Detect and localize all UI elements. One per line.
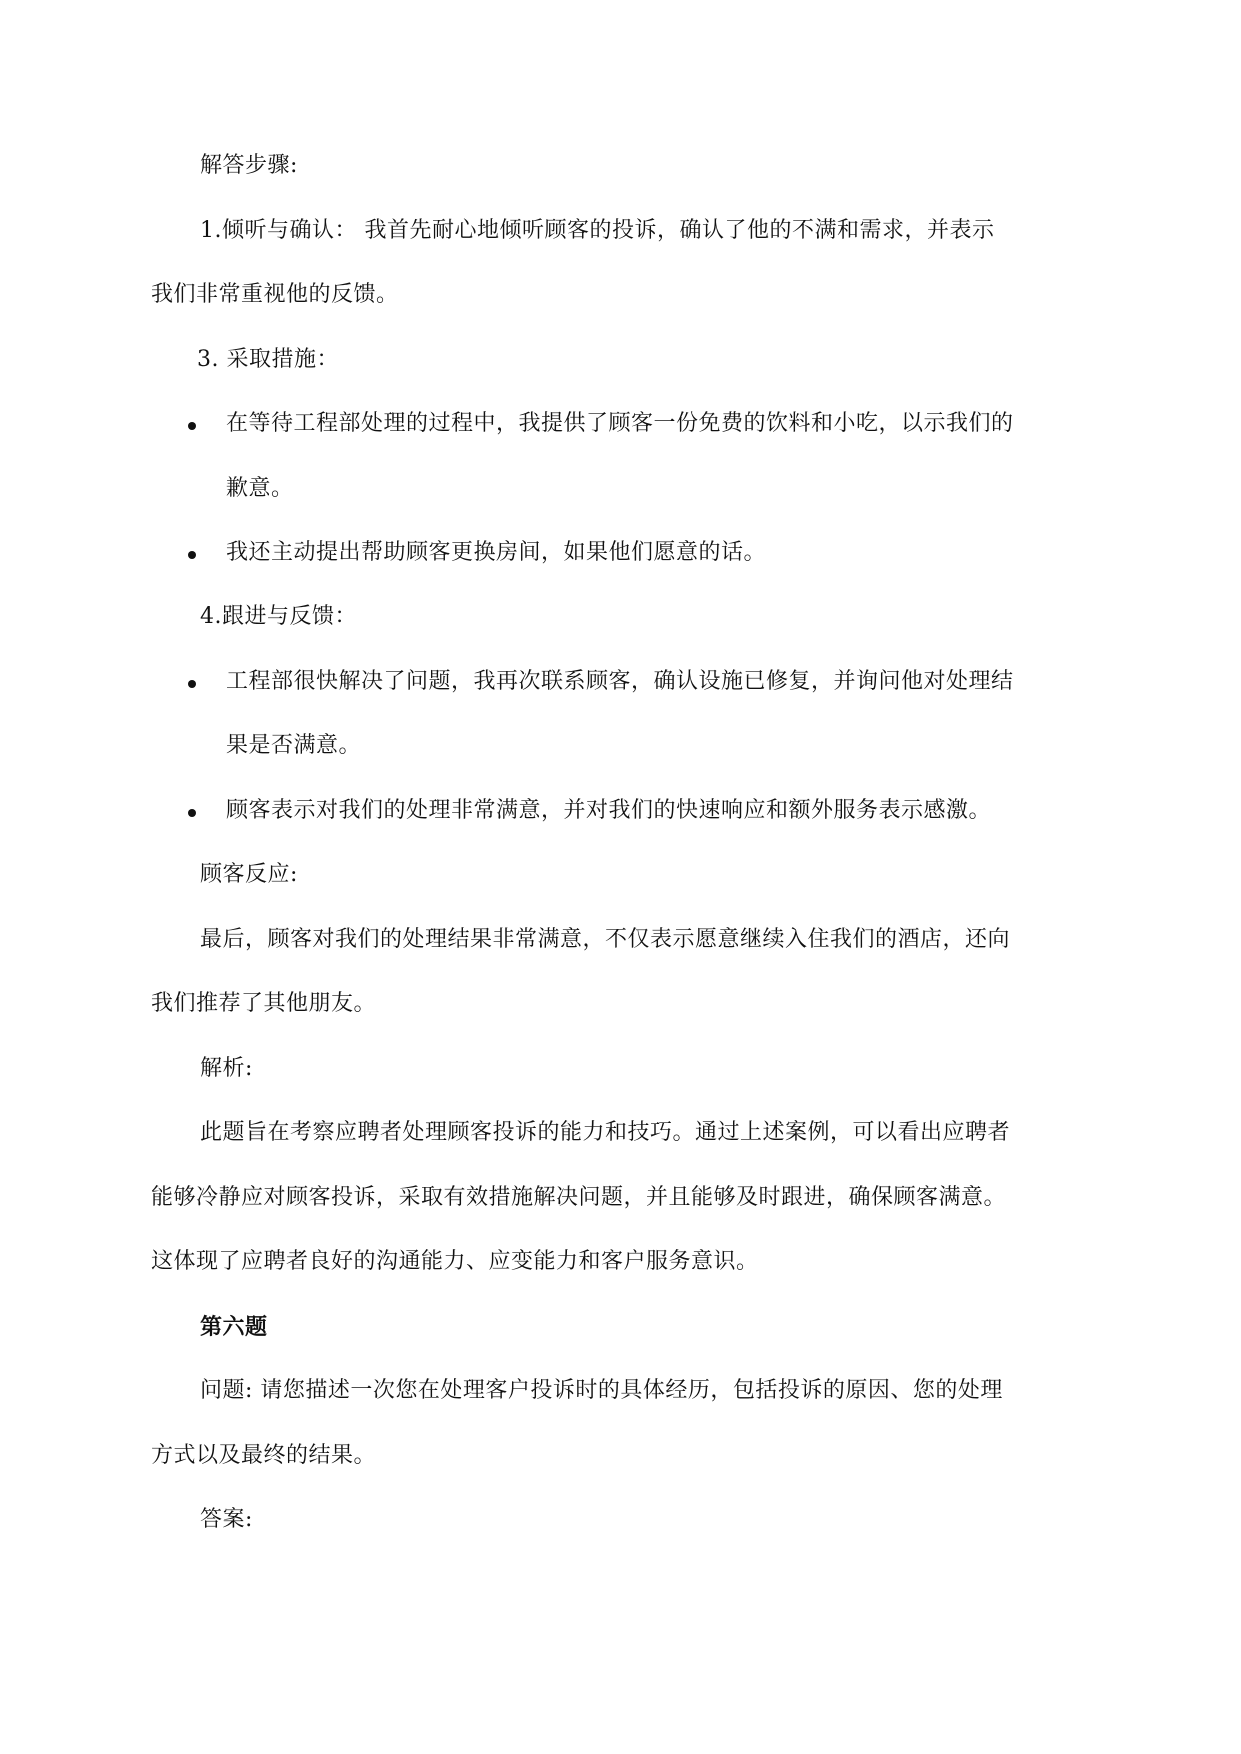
bullet-icon	[188, 551, 196, 559]
section-heading-answer-steps: 解答步骤:	[200, 153, 298, 178]
list-item-change-room: 我还主动提出帮助顾客更换房间，如果他们愿意的话。	[226, 540, 767, 565]
bullet-icon	[188, 809, 196, 817]
list-item-engineering-fixed-continued: 果是否满意。	[226, 733, 362, 758]
step-follow-up: 4.跟进与反馈：	[200, 604, 357, 629]
step-listen-confirm: 1.倾听与确认： 我首先耐心地倾听顾客的投诉，确认了他的不满和需求，并表示	[200, 218, 995, 243]
step-listen-confirm-continued: 我们非常重视他的反馈。	[151, 282, 399, 307]
paragraph-analysis: 此题旨在考察应聘者处理顾客投诉的能力和技巧。通过上述案例，可以看出应聘者	[200, 1120, 1011, 1145]
list-item-free-snacks-continued: 歉意。	[226, 476, 294, 501]
paragraph-analysis-line-3: 这体现了应聘者良好的沟通能力、应变能力和客户服务意识。	[151, 1249, 759, 1274]
question-text: 问题: 请您描述一次您在处理客户投诉时的具体经历，包括投诉的原因、您的处理	[200, 1378, 1003, 1403]
section-heading-customer-reaction: 顾客反应:	[200, 862, 298, 887]
step-take-measures: 3. 采取措施：	[197, 347, 339, 372]
paragraph-analysis-line-2: 能够冷静应对顾客投诉，采取有效措施解决问题，并且能够及时跟进，确保顾客满意。	[151, 1185, 1007, 1210]
list-item-free-snacks: 在等待工程部处理的过程中，我提供了顾客一份免费的饮料和小吃，以示我们的	[226, 411, 1014, 436]
list-item-customer-satisfied: 顾客表示对我们的处理非常满意，并对我们的快速响应和额外服务表示感激。	[226, 798, 992, 823]
bullet-icon	[188, 422, 196, 430]
answer-heading: 答案:	[200, 1507, 253, 1532]
question-six-heading: 第六题	[200, 1314, 268, 1340]
question-text-continued: 方式以及最终的结果。	[151, 1443, 377, 1468]
section-heading-analysis: 解析:	[200, 1056, 253, 1081]
paragraph-reaction: 最后，顾客对我们的处理结果非常满意，不仅表示愿意继续入住我们的酒店，还向	[200, 927, 1011, 952]
paragraph-reaction-continued: 我们推荐了其他朋友。	[151, 991, 377, 1016]
list-item-engineering-fixed: 工程部很快解决了问题，我再次联系顾客，确认设施已修复，并询问他对处理结	[226, 669, 1014, 694]
bullet-icon	[188, 680, 196, 688]
